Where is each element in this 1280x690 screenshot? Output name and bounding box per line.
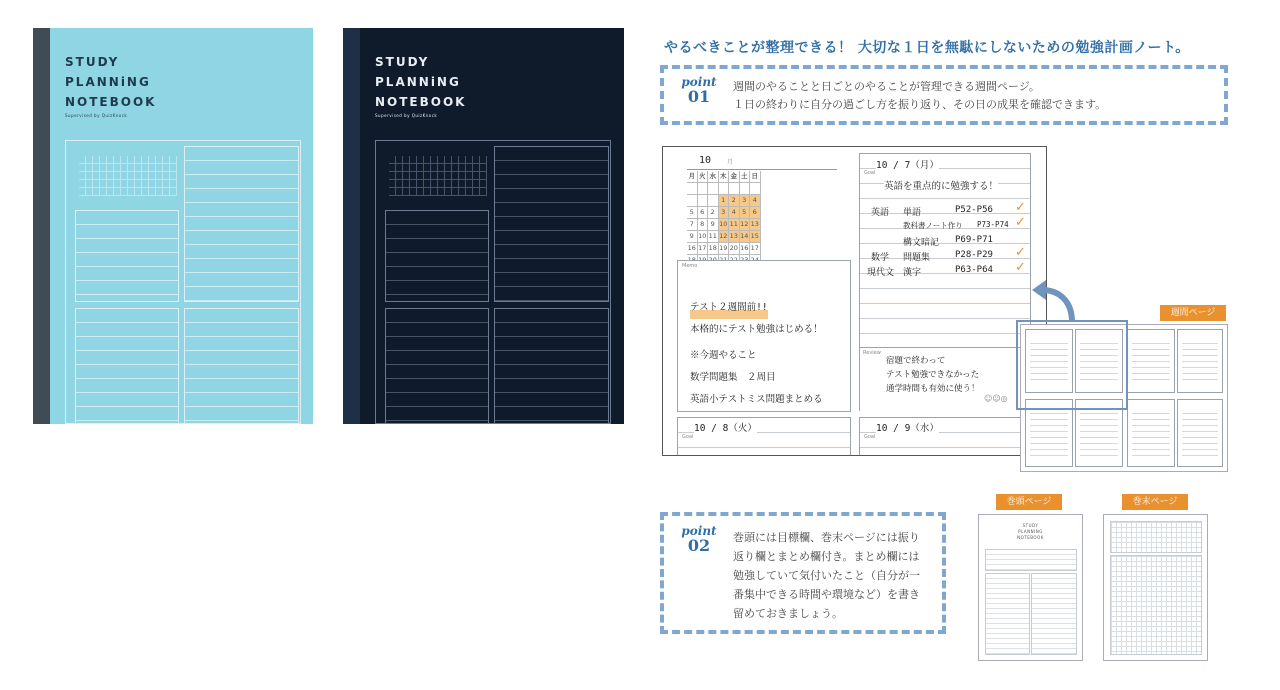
calendar-cell xyxy=(149,164,156,172)
front-page-thumbnail xyxy=(978,514,1083,661)
headline: やるべきことが整理できる！ 大切な１日を無駄にしないための勉強計画ノート。 xyxy=(664,40,1190,56)
task-item: 問題集 xyxy=(903,253,931,263)
calendar-cell xyxy=(445,156,452,164)
point-line: 巻頭には目標欄、巻末ページには振り xyxy=(733,531,920,544)
calendar-cell xyxy=(93,172,100,180)
memo-line: 本格的にテスト勉強はじめる！ xyxy=(690,324,823,335)
review-grid xyxy=(1110,521,1202,553)
cover-title-line: STUDY xyxy=(375,55,430,69)
goal-area xyxy=(1031,573,1077,655)
calendar-day: 15 xyxy=(750,231,761,243)
calendar-day xyxy=(708,183,719,195)
calendar-cell xyxy=(466,156,473,164)
calendar-cell xyxy=(480,180,487,188)
calendar-cell xyxy=(431,172,438,180)
calendar-day xyxy=(698,195,709,207)
day-box-oct-8 xyxy=(677,417,851,456)
task-subject: 数学 xyxy=(871,253,890,263)
calendar-cell xyxy=(163,180,170,188)
calendar-cell xyxy=(424,188,431,196)
calendar-cell xyxy=(403,164,410,172)
front-title-line: NOTEBOOK xyxy=(1017,535,1044,540)
calendar-cell xyxy=(163,156,170,164)
point-01-badge xyxy=(676,76,722,106)
calendar-cell xyxy=(452,172,459,180)
day-box xyxy=(184,308,299,424)
calendar-cell xyxy=(417,180,424,188)
calendar-day xyxy=(750,183,761,195)
calendar-day: 11 xyxy=(729,219,740,231)
calendar-cell xyxy=(396,180,403,188)
goal-label: Goal xyxy=(864,434,876,440)
memo-box xyxy=(677,260,851,412)
calendar-cell xyxy=(149,156,156,164)
calendar-day: 2 xyxy=(729,195,740,207)
calendar-cell xyxy=(121,156,128,164)
calendar-day: 5 xyxy=(740,207,751,219)
point-line: 返り欄とまとめ欄付き。まとめ欄には xyxy=(733,550,920,563)
task-range: P63-P64 xyxy=(955,265,993,275)
calendar-cell xyxy=(135,188,142,196)
review-line: 宿題で終わって xyxy=(886,356,946,366)
calendar-cell xyxy=(149,172,156,180)
calendar-cell xyxy=(452,188,459,196)
calendar-cell xyxy=(473,156,480,164)
calendar-day: 17 xyxy=(698,243,709,255)
calendar-day: 13 xyxy=(750,219,761,231)
goal-area xyxy=(985,573,1030,655)
point-02-badge xyxy=(676,525,722,555)
calendar-day: 13 xyxy=(729,231,740,243)
calendar-day: 18 xyxy=(708,243,719,255)
calendar-cell xyxy=(107,188,114,196)
calendar-cell xyxy=(79,172,86,180)
calendar-cell xyxy=(424,172,431,180)
calendar-cell xyxy=(170,188,177,196)
day-goal: 英語を重点的に勉強する！ xyxy=(884,178,998,192)
weekly-page-tag: 週間ページ xyxy=(1160,305,1226,321)
calendar-cell xyxy=(79,188,86,196)
calendar-cell xyxy=(389,188,396,196)
calendar-cell xyxy=(480,188,487,196)
thumb-page xyxy=(1127,399,1175,467)
day-date: 10 / 9（水） xyxy=(876,420,939,434)
face-icons: ☺☺◎ xyxy=(984,394,1008,403)
calendar-cell xyxy=(100,172,107,180)
calendar-cell xyxy=(86,156,93,164)
calendar-cell xyxy=(403,156,410,164)
calendar-cell xyxy=(93,188,100,196)
calendar-cell xyxy=(438,188,445,196)
calendar-day xyxy=(729,183,740,195)
calendar-cell xyxy=(170,180,177,188)
calendar-day: 6 xyxy=(750,207,761,219)
day-date: 10 / 8（火） xyxy=(694,420,757,434)
calendar-cell xyxy=(459,188,466,196)
calendar-cell xyxy=(410,188,417,196)
calendar-cell xyxy=(79,164,86,172)
cover-title-line: PLANNiNG xyxy=(375,75,461,89)
calendar-day: 2 xyxy=(708,207,719,219)
calendar-cell xyxy=(93,156,100,164)
calendar-cell xyxy=(114,188,121,196)
calendar-cell xyxy=(473,180,480,188)
point-line: 留めておきましょう。 xyxy=(733,607,843,620)
front-page-tag: 巻頭ページ xyxy=(996,494,1062,510)
calendar-cell xyxy=(403,188,410,196)
calendar-cell xyxy=(79,156,86,164)
calendar-cell xyxy=(417,156,424,164)
task-subject: 現代文 xyxy=(867,268,895,278)
calendar-cell xyxy=(93,164,100,172)
calendar-day: 9 xyxy=(687,231,698,243)
calendar-day: 6 xyxy=(698,207,709,219)
back-page-tag: 巻末ページ xyxy=(1122,494,1188,510)
check-icon: ✓ xyxy=(1015,245,1026,260)
calendar-cell xyxy=(121,188,128,196)
calendar-cell xyxy=(100,164,107,172)
calendar-cell xyxy=(93,180,100,188)
front-page-title xyxy=(979,523,1082,541)
cover-spine xyxy=(33,28,50,424)
calendar-cell xyxy=(403,172,410,180)
calendar-cell xyxy=(107,164,114,172)
calendar-cell xyxy=(114,172,121,180)
calendar-cell xyxy=(480,156,487,164)
calendar-cell xyxy=(135,172,142,180)
notebook-cover-blue xyxy=(33,28,313,424)
calendar-cell xyxy=(142,180,149,188)
calendar-cell xyxy=(445,188,452,196)
calendar-day: 10 xyxy=(698,231,709,243)
calendar-day: 11 xyxy=(708,231,719,243)
memo-box xyxy=(385,210,489,302)
day-box xyxy=(184,146,299,302)
check-icon: ✓ xyxy=(1015,215,1026,230)
calendar-day: 14 xyxy=(740,231,751,243)
calendar-cell xyxy=(149,180,156,188)
weekday-header: 月 xyxy=(687,171,698,183)
cover-subtitle: Supervised by QuizKnock xyxy=(65,113,128,118)
calendar-day: 4 xyxy=(729,207,740,219)
point-word: point xyxy=(681,75,717,89)
task-item: 漢字 xyxy=(903,268,922,278)
calendar-cell xyxy=(142,188,149,196)
calendar-cell xyxy=(389,172,396,180)
weekday-header: 木 xyxy=(719,171,730,183)
check-icon: ✓ xyxy=(1015,260,1026,275)
calendar-day: 1 xyxy=(719,195,730,207)
day-box xyxy=(385,308,489,424)
calendar-cell xyxy=(473,188,480,196)
calendar-day: 3 xyxy=(740,195,751,207)
calendar-cell xyxy=(410,172,417,180)
calendar-day: 5 xyxy=(687,207,698,219)
task-item: 単語 xyxy=(903,208,922,218)
calendar-cell xyxy=(424,164,431,172)
cover-title-line: PLANNiNG xyxy=(65,75,151,89)
calendar-cell xyxy=(114,156,121,164)
task-range: P69-P71 xyxy=(955,235,993,245)
calendar-cell xyxy=(445,180,452,188)
memo-line: 数学問題集 ２周目 xyxy=(690,372,776,383)
calendar-cell xyxy=(114,180,121,188)
calendar-cell xyxy=(128,156,135,164)
calendar-day: 3 xyxy=(719,207,730,219)
weekday-header: 金 xyxy=(729,171,740,183)
calendar-day: 19 xyxy=(719,243,730,255)
mini-calendar xyxy=(79,156,177,196)
calendar-month: 10 xyxy=(699,155,712,166)
notebook-cover-navy xyxy=(343,28,624,424)
calendar-cell xyxy=(170,164,177,172)
calendar-cell xyxy=(431,188,438,196)
calendar-cell xyxy=(417,188,424,196)
calendar-cell xyxy=(121,180,128,188)
task-item: 構文暗記 xyxy=(903,238,940,248)
calendar-cell xyxy=(86,164,93,172)
back-page-thumbnail xyxy=(1103,514,1208,661)
calendar-cell xyxy=(459,180,466,188)
calendar-cell xyxy=(163,172,170,180)
calendar-cell xyxy=(100,188,107,196)
point-line: 番集中できる時間や環境など）を書き xyxy=(733,588,920,601)
review-content xyxy=(886,354,980,396)
calendar-cell xyxy=(410,156,417,164)
day-box xyxy=(494,146,609,302)
calendar-cell xyxy=(100,180,107,188)
point-word: point xyxy=(681,524,717,538)
calendar-cell xyxy=(100,156,107,164)
calendar-day: 12 xyxy=(740,219,751,231)
point-01-text xyxy=(733,78,1106,114)
calendar-cell xyxy=(396,164,403,172)
calendar-day xyxy=(687,195,698,207)
day-box xyxy=(494,308,609,424)
goal-area xyxy=(985,549,1077,571)
task-range: P28-P29 xyxy=(955,250,993,260)
calendar-cell xyxy=(459,164,466,172)
calendar-day: 20 xyxy=(729,243,740,255)
mini-calendar xyxy=(389,156,487,196)
calendar-cell xyxy=(135,164,142,172)
calendar-cell xyxy=(473,164,480,172)
task-range: P52-P56 xyxy=(955,205,993,215)
calendar-cell xyxy=(142,164,149,172)
calendar-cell xyxy=(142,172,149,180)
weekly-planner-sample xyxy=(662,146,1047,456)
cover-title-line: NOTEBOOK xyxy=(375,95,467,109)
calendar-cell xyxy=(438,180,445,188)
calendar-cell xyxy=(396,172,403,180)
calendar-day xyxy=(698,183,709,195)
memo-box xyxy=(75,210,179,302)
calendar-cell xyxy=(431,164,438,172)
calendar-cell xyxy=(389,156,396,164)
calendar-cell xyxy=(170,156,177,164)
calendar-cell xyxy=(410,180,417,188)
front-title-line: PLANNING xyxy=(1018,529,1043,534)
calendar-cell xyxy=(107,156,114,164)
calendar-cell xyxy=(438,156,445,164)
calendar-day: 9 xyxy=(708,219,719,231)
calendar-cell xyxy=(424,156,431,164)
calendar-cell xyxy=(438,164,445,172)
calendar-day: 10 xyxy=(719,219,730,231)
calendar-cell xyxy=(466,172,473,180)
calendar-cell xyxy=(452,180,459,188)
calendar-cell xyxy=(417,172,424,180)
memo-line: 英語小テストミス問題まとめる xyxy=(690,394,823,405)
calendar-cell xyxy=(128,188,135,196)
point-02-text xyxy=(733,528,920,623)
calendar-cell xyxy=(86,188,93,196)
cover-title xyxy=(375,52,466,112)
day-box xyxy=(75,308,179,424)
calendar-cell xyxy=(149,188,156,196)
calendar-cell xyxy=(156,180,163,188)
calendar-cell xyxy=(163,188,170,196)
calendar-cell xyxy=(466,164,473,172)
calendar-cell xyxy=(466,188,473,196)
point-number: 02 xyxy=(687,536,711,555)
front-title-line: STUDY xyxy=(1022,523,1039,528)
calendar-cell xyxy=(86,172,93,180)
calendar-cell xyxy=(128,164,135,172)
calendar-cell xyxy=(107,172,114,180)
calendar-cell xyxy=(445,164,452,172)
calendar-day xyxy=(708,195,719,207)
calendar-day xyxy=(719,183,730,195)
calendar-cell xyxy=(396,156,403,164)
memo-label: Memo xyxy=(682,263,698,269)
cover-title-line: STUDY xyxy=(65,55,120,69)
calendar-cell xyxy=(156,172,163,180)
memo-content xyxy=(690,297,823,411)
calendar-day: 4 xyxy=(750,195,761,207)
thumb-page xyxy=(1177,329,1223,393)
summary-grid xyxy=(1110,555,1202,655)
point-line: 週間のやることと日ごとのやることが管理できる週間ページ。 xyxy=(733,80,1040,93)
weekday-header: 火 xyxy=(698,171,709,183)
calendar-cell xyxy=(156,156,163,164)
thumb-page xyxy=(1127,329,1175,393)
calendar-cell xyxy=(128,180,135,188)
cover-title xyxy=(65,52,156,112)
calendar-cell xyxy=(128,172,135,180)
calendar-cell xyxy=(417,164,424,172)
goal-label: Goal xyxy=(682,434,694,440)
calendar-cell xyxy=(410,164,417,172)
calendar-cell xyxy=(389,164,396,172)
review-line: テスト勉強できなかった xyxy=(886,370,980,380)
calendar-day: 16 xyxy=(687,243,698,255)
calendar-cell xyxy=(121,172,128,180)
point-line: １日の終わりに自分の過ごし方を振り返り、その日の成果を確認できます。 xyxy=(733,98,1107,111)
calendar-cell xyxy=(389,180,396,188)
calendar-cell xyxy=(86,180,93,188)
calendar-cell xyxy=(156,164,163,172)
day-box-oct-9 xyxy=(859,417,1031,456)
task-subject: 英語 xyxy=(871,208,890,218)
calendar-cell xyxy=(79,180,86,188)
calendar-cell xyxy=(135,156,142,164)
calendar-cell xyxy=(156,188,163,196)
calendar-cell xyxy=(452,164,459,172)
divider xyxy=(687,169,837,170)
calendar-cell xyxy=(431,156,438,164)
review-area xyxy=(860,347,1030,411)
highlight-frame xyxy=(1016,320,1128,410)
memo-line-highlight: テスト２週間前!! xyxy=(690,297,768,319)
cover-title-line: NOTEBOOK xyxy=(65,95,157,109)
calendar-day: 12 xyxy=(719,231,730,243)
calendar-day: 8 xyxy=(698,219,709,231)
thumb-page xyxy=(1177,399,1223,467)
task-item: 教科書ノート作り xyxy=(903,221,963,230)
weekday-header: 水 xyxy=(708,171,719,183)
weekday-header: 日 xyxy=(750,171,761,183)
calendar-day xyxy=(740,183,751,195)
calendar-cell xyxy=(480,164,487,172)
weekday-header: 土 xyxy=(740,171,751,183)
calendar-cell xyxy=(445,172,452,180)
day-date: 10 / 7（月） xyxy=(876,157,939,171)
review-line: 通学時間も有効に使う！ xyxy=(886,384,980,394)
calendar-day: 16 xyxy=(740,243,751,255)
calendar-cell xyxy=(424,180,431,188)
task-range: P73-P74 xyxy=(977,220,1009,229)
calendar-cell xyxy=(142,156,149,164)
point-line: 勉強していて気付いたこと（自分が一 xyxy=(733,569,920,582)
calendar-cell xyxy=(170,172,177,180)
calendar-day: 17 xyxy=(750,243,761,255)
calendar-cell xyxy=(466,180,473,188)
calendar-cell xyxy=(459,172,466,180)
calendar-cell xyxy=(121,164,128,172)
calendar-cell xyxy=(107,180,114,188)
calendar-cell xyxy=(163,164,170,172)
calendar-cell xyxy=(135,180,142,188)
curved-arrow-icon xyxy=(1028,276,1078,326)
cover-spine xyxy=(343,28,360,424)
calendar-cell xyxy=(452,156,459,164)
calendar-cell xyxy=(114,164,121,172)
memo-line: ※今週やること xyxy=(690,350,757,361)
calendar-cell xyxy=(480,172,487,180)
calendar-cell xyxy=(396,188,403,196)
calendar-cell xyxy=(438,172,445,180)
cover-subtitle: Supervised by QuizKnock xyxy=(375,113,438,118)
calendar-cell xyxy=(459,156,466,164)
calendar-day xyxy=(687,183,698,195)
calendar-month-unit: 月 xyxy=(727,159,734,166)
point-number: 01 xyxy=(687,87,711,106)
calendar-day: 7 xyxy=(687,219,698,231)
calendar-cell xyxy=(473,172,480,180)
review-label: Review xyxy=(863,350,881,356)
goal-label: Goal xyxy=(864,170,876,176)
calendar-cell xyxy=(431,180,438,188)
calendar-cell xyxy=(403,180,410,188)
check-icon: ✓ xyxy=(1015,200,1026,215)
